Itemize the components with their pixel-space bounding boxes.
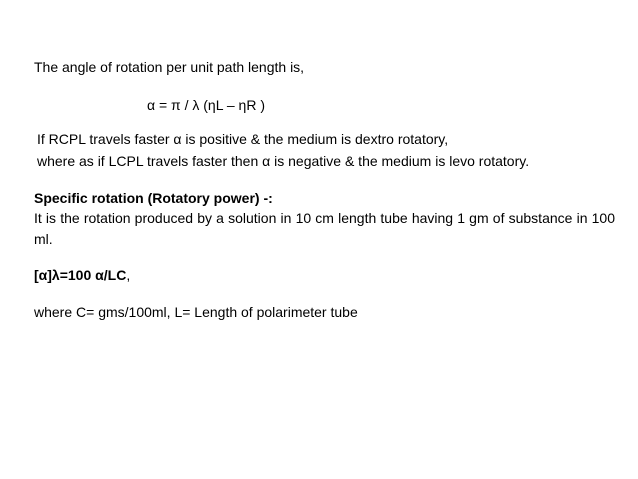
specific-rotation-heading: Specific rotation (Rotatory power) -: [34,190,273,206]
formula-variables: where C= gms/100ml, L= Length of polarimeter tube [34,304,358,320]
rcpl-statement: If RCPL travels faster α is positive & the medium is dextro rotatory, [37,131,449,147]
lcpl-statement: where as if LCPL travels faster then α is negative & the medium is levo rotatory. [37,153,530,169]
specific-rotation-definition: It is the rotation produced by a solution in 10 cm length tube having 1 gm of substance in 100 ml. [34,210,615,247]
formula-text: [α]λ=100 α/LC [34,267,127,283]
formula-comma: , [126,267,131,283]
rotation-equation: α = π / λ (ηL – ηR ) [147,97,265,113]
intro-text: The angle of rotation per unit path length is, [34,59,305,75]
specific-rotation-formula [34,266,130,284]
